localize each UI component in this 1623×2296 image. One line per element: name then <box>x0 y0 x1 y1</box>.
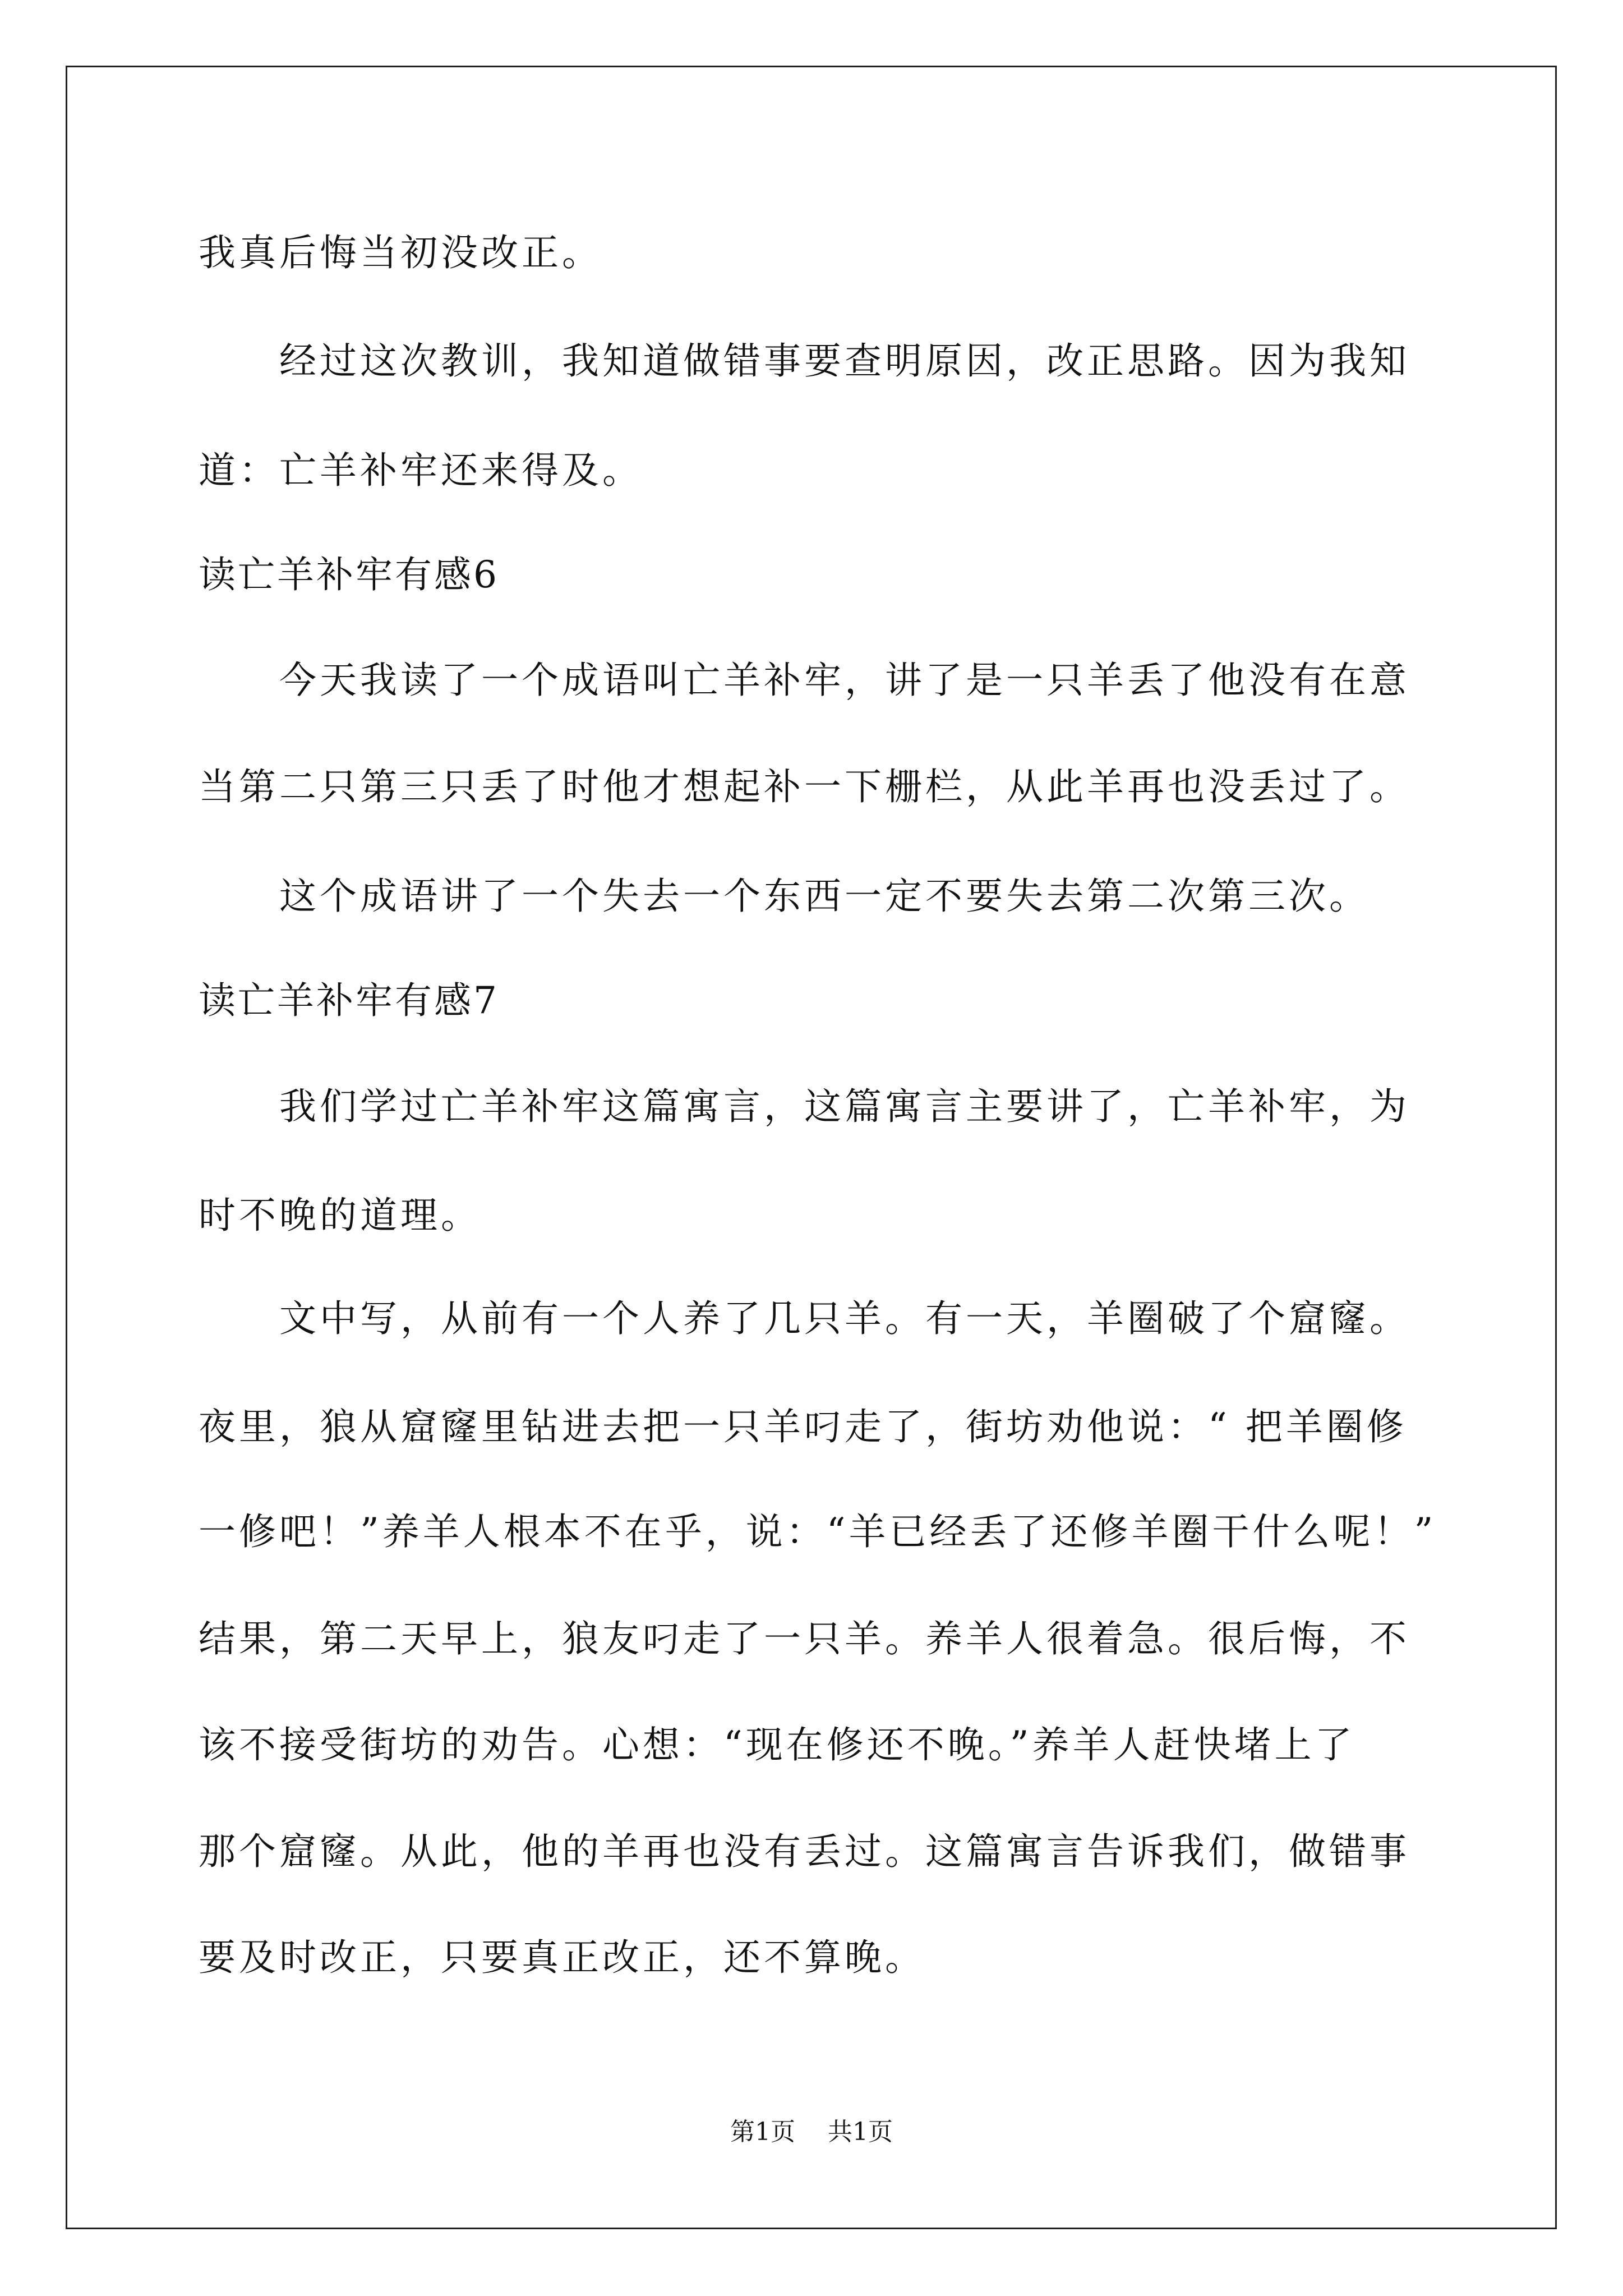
text-line: 结果，第二天早上，狼友叼走了一只羊。养羊人很着急。很后悔，不 <box>199 1617 1410 1660</box>
section-heading: 读亡羊补牢有感6 <box>199 553 499 596</box>
text-line: 要及时改正，只要真正改正，还不算晚。 <box>199 1936 925 1979</box>
text-line: 这个成语讲了一个失去一个东西一定不要失去第二次第三次。 <box>279 875 1370 918</box>
text-line: 我真后悔当初没改正。 <box>199 231 602 274</box>
page-number-current: 第1页 <box>730 2118 795 2146</box>
text-line: 当第二只第三只丢了时他才想起补一下栅栏，从此羊再也没丢过了。 <box>199 765 1410 808</box>
text-line: 该不接受街坊的劝告。心想：“现在修还不晚。”养羊人赶快堵上了 <box>199 1723 1355 1766</box>
text-line: 一修吧！”养羊人根本不在乎，说：“羊已经丢了还修羊圈干什么呢！” <box>199 1510 1437 1553</box>
page-number-total: 共1页 <box>828 2118 893 2146</box>
text-line: 那个窟窿。从此，他的羊再也没有丢过。这篇寓言告诉我们，做错事 <box>199 1830 1410 1873</box>
text-line: 时不晚的道理。 <box>199 1194 481 1237</box>
text-line: 经过这次教训，我知道做错事要查明原因，改正思路。因为我知 <box>279 339 1410 383</box>
text-line: 道：亡羊补牢还来得及。 <box>199 449 643 492</box>
text-line: 文中写，从前有一个人养了几只羊。有一天，羊圈破了个窟窿。 <box>279 1297 1410 1340</box>
page-border <box>66 66 1557 2229</box>
text-line: 今天我读了一个成语叫亡羊补牢，讲了是一只羊丢了他没有在意 <box>279 659 1410 702</box>
page-footer <box>0 2120 1623 2145</box>
text-line: 夜里，狼从窟窿里钻进去把一只羊叼走了，街坊劝他说：“ 把羊圈修 <box>199 1405 1407 1448</box>
text-line: 我们学过亡羊补牢这篇寓言，这篇寓言主要讲了，亡羊补牢，为 <box>279 1085 1410 1128</box>
section-heading: 读亡羊补牢有感7 <box>199 979 499 1022</box>
